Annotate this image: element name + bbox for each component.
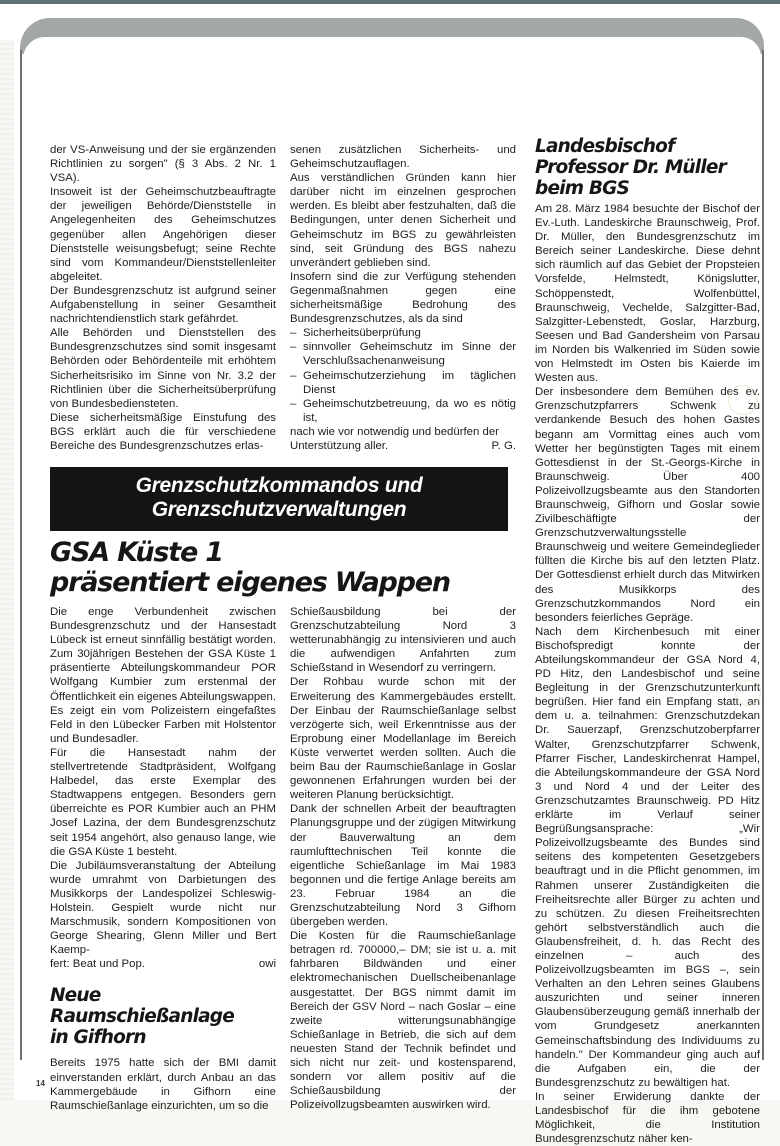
page-frame-banner-inner [23, 37, 761, 77]
page-frame-left-rule [20, 50, 22, 1060]
paragraph: In seiner Erwiderung dankte der Landesbischof für die ihm gebotene Möglichkeit, die Institution Bundesgrenzschutz näher ken- [535, 1090, 760, 1146]
paragraph: der VS-Anweisung und der sie ergänzenden Richtlinien zu sorgen" (§ 3 Abs. 2 Nr. 1 VSA). [50, 144, 276, 185]
paragraph: Aus verständlichen Gründen kann hier darüber nicht im einzelnen gesprochen werden. Es bleibt aber festzuhalten, daß die Bedingungen, unter denen Sicherheit und Geheimschutz im BGS zu gewährleisten sind, seit Gründung des BGS nahezu unverändert geblieben sind. [290, 172, 516, 269]
paragraph: Der insbesondere dem Bemühen des ev. Grenzschutzpfarrers Schwenk zu verdankende Besuch des hohen Gastes begann am Vormittag eines auch vom Wetter her begünstigten Tages mit einem Gottesdienst in der St.-Georgs-Kirche in Braunschweig. Über 400 Polizeivollzugsbeamte aus den Standorten Braunschweig, Gifhorn und Goslar sowie Zivilbeschäftigte der Grenzschutzverwaltungsstelle Braunschweig und weitere Gemeindeglieder füllten die Kirche bis auf den letzten Platz. Der Gottesdienst erhielt durch das Mitwirken des Musikkorps des Grenzschutzkommandos Nord ein besonders feierliches Gepräge. [535, 386, 760, 624]
headline-line-3: beim BGS [535, 178, 630, 199]
countermeasures-list [290, 326, 516, 425]
headline-line-2: Professor Dr. Müller [535, 157, 726, 178]
article-gsa-body [50, 605, 276, 1113]
closing-text: Unterstützung aller. [290, 439, 389, 452]
list-item: – Sicherheitsüberprüfung [290, 326, 516, 340]
paragraph: nach wie vor notwendig und bedürfen der [290, 425, 499, 438]
article-continuation-col-b [290, 143, 516, 453]
paragraph: Am 28. März 1984 besuchte der Bischof der Ev.-Luth. Landeskirche Braunschweig, Prof. Dr. Müller, den Bundesgrenzschutz im Bereich seiner Landeskirche. Diese dehnt sich räumlich auf das Gebiet der Propsteien Vorsfelde, Helmstedt, Königslutter, Schöppenstedt, Wolfenbüttel, Braunschweig, Vechelde, Salzgitter-Bad, Salzgitter-Lebenstedt, Goslar, Harzburg, Seesen und Bad Gandersheim von Parsau im Norden bis Walkenried im Süden sowie von Helmstedt im Osten bis Kaierde im Westen aus. [535, 203, 760, 385]
section-header-bar [50, 467, 508, 531]
paragraph: Bereits 1975 hatte sich der BMI damit einverstanden erklärt, durch Anbau an das Kammergebäude in Gifhorn eine Raumschießanlage einzurichten, um so die [50, 1057, 276, 1112]
paragraph: Insoweit ist der Geheimschutzbeauftragte der jeweiligen Behörde/Dienststelle in Angelegenheiten des Geheimschutzes gegenüber allen Angehörigen dieser Dienststelle weisungsbefugt; seine Rechte sind vom Kommandeur/Dienststellenleiter abgeleitet. [50, 186, 276, 283]
paragraph: Diese sicherheitsmäßige Einstufung des BGS erklärt auch die für verschiedene Bereiche des Bundesgrenzschutzes erlas- [50, 411, 276, 452]
author-initials: P. G. [491, 439, 516, 452]
paragraph: senen zusätzlichen Sicherheits- und Geheimschutzauflagen. [290, 144, 516, 171]
paragraph: Die enge Verbundenheit zwischen Bundesgrenzschutz und der Hansestadt Lübeck ist erneut sinnfällig bestätigt worden. Zum 30jährigen Bestehen der GSA Küste 1 präsentierte Abteilungskommandeur POR Wolfgang Kumbier zum erstenmal der Öffentlichkeit ein eigenes Abteilungswappen. Es zeigt ein vom Polizeistern eingefaßtes Feld in den Lübecker Farben mit Holstentor und Bundesadler. [50, 606, 276, 745]
signature-line [50, 957, 276, 971]
page-frame-right-rule [762, 50, 764, 1060]
article-headline-gsa [50, 538, 520, 598]
headline-line-3: in Gifhorn [50, 1027, 146, 1049]
paper-stain [728, 385, 758, 415]
page-number: 14 [36, 1079, 45, 1088]
paragraph: Der Bundesgrenzschutz ist aufgrund seiner Aufgabenstellung in seiner Gesamtheit nachrichtendienstlich stark gefährdet. [50, 284, 276, 326]
signature-line [290, 439, 516, 453]
headline-line-2: Raumschießanlage [50, 1006, 234, 1028]
article-headline-bischof [535, 136, 765, 199]
article-bischof-body [535, 202, 760, 1146]
headline-line-1: GSA Küste 1 [50, 537, 223, 568]
paper-stain [735, 680, 761, 706]
paragraph: Alle Behörden und Dienststellen des Bundesgrenzschutzes sind somit insgesamt Behörden oder Behördenteile mit erhöhtem Sicherheitsrisiko im Sinne von Nr. 3.2 der Richtlinien über die Sicherheitsüberprüfung von Bundesbediensteten. [50, 327, 276, 410]
scan-top-edge [0, 0, 780, 4]
paragraph: Insofern sind die zur Verfügung stehenden Gegenmaßnahmen gegen eine sicherheitsmäßige Bedrohung des Bundesgrenzschutzes, als da sind [290, 270, 516, 326]
paragraph: Dank der schnellen Arbeit der beauftragten Planungsgruppe und der zügigen Mitwirkung der Bauverwaltung an dem raumlufttechnischen Teil konnte die eigentliche Schießanlage im Mai 1983 begonnen und die fertige Anlage bereits am 23. Februar 1984 an die Grenzschutzabteilung Nord 3 Gifhorn übergeben werden. [290, 803, 516, 929]
article-continuation-col-a [50, 143, 276, 453]
paragraph: Die Jubiläumsveranstaltung der Abteilung wurde umrahmt von Darbietungen des Musikkorps der Landespolizei Schleswig-Holstein. Gespielt wurde nicht nur Marschmusik, sondern Kompositionen von George Shearing, Glenn Miller und Bert Kaemp- [50, 859, 276, 957]
section-title-line-2: Grenzschutzverwaltungen [151, 498, 407, 521]
section-title-line-1: Grenzschutzkommandos und [135, 474, 423, 497]
paragraph: Für die Hansestadt nahm der stellvertretende Stadtpräsident, Wolfgang Halbedel, das erste Exemplar des Stadtwappens entgegen. Besonders gern überreichte es POR Kumbier auch an PHM Josef Lazina, der dem Bundesgrenzschutz seit 1954 angehört, also genauso lange, wie die GSA Küste 1 besteht. [50, 746, 276, 858]
list-item: – sinnvoller Geheimschutz im Sinne der Verschlußsachenanweisung [290, 340, 516, 368]
list-item: – Geheimschutzerziehung im täglichen Dienst [290, 369, 516, 397]
paragraph: Der Rohbau wurde schon mit der Erweiterung des Kammergebäudes erstellt. Der Einbau der Raumschießanlage selbst verzögerte sich, weil Erkenntnisse aus der Erprobung einer Modellanlage im Bereich Küste verwertet werden sollten. Auch die beim Bau der Raumschießanlage in Goslar gewonnenen Erfahrungen wurden bei der weiteren Planung berücksichtigt. [290, 676, 516, 802]
paragraph: Schießausbildung bei der Grenzschutzabteilung Nord 3 wetterunabhängig zu intensivieren und auch die aufwendigen Anfahrten zum Schießstand in Wesendorf zu verringern. [290, 606, 516, 675]
author-initials: owi [258, 958, 276, 971]
paragraph: Die Kosten für die Raumschießanlage betragen rd. 700000,– DM; sie ist u. a. mit fahrbaren Bildwänden und einer elektromechanischen Duellscheibenanlage ausgestattet. Der BGS nimmt damit im Bereich der GSV Nord – nach Goslar – eine zweite witterungsunabhängige Schießanlage in Betrieb, die sich auf dem neuesten Stand der Technik befindet und sich nicht nur zeit- und kostensparend, sondern vor allem positiv auf die Schießausbildung der Polizeivollzugsbeamten auswirken wird. [290, 930, 516, 1112]
headline-line-2: präsentiert eigenes Wappen [50, 567, 450, 598]
headline-line-1: Neue [50, 985, 101, 1007]
article-gifhorn-body [290, 605, 516, 1112]
closing-text: fert: Beat und Pop. [50, 958, 145, 971]
scan-left-margin [0, 40, 14, 1100]
article-headline-gifhorn [50, 985, 276, 1048]
list-item: – Geheimschutzbetreuung, da wo es nötig ist, [290, 397, 516, 425]
headline-line-1: Landesbischof [535, 136, 675, 157]
paragraph: Nach dem Kirchenbesuch mit einer Bischofspredigt konnte der Abteilungskommandeur der GSA Nord 4, PD Hitz, den Landesbischof und seine Begleitung in der Grenzschutzunterkunft begrüßen. Hier fand ein Empfang statt, an dem u. a. teilnahmen: Grenzschutzdekan Dr. Sauerzapf, Grenzschutzoberpfarrer Walter, Grenzschutzpfarrer Schwenk, Pfarrer Fischer, Landeskirchenrat Hampel, die Abteilungskommandeure der GSA Nord 3 und Nord 4 und der Leiter des Grenzschutzamtes Braunschweig. PD Hitz erklärte im Verlauf seiner Begrüßungsansprache: „Wir Polizeivollzugsbeamte des Bundes sind seitens des kompetenten Gesetzgebers beauftragt und in die Pflicht genommen, im Rahmen unserer Zuständigkeiten die Freiheitsrechte aller Bürger zu achten und zu schützen. Zu diesen Freiheitsrechten gehört selbstverständlich auch die Glaubensfreiheit, d. h. das Recht des einzelnen – auch des Polizeivollzugsbeamten im BGS –, sein Verhalten an den Lehren seines Glaubens auszurichten und seiner inneren Glaubensüberzeugung gemäß innerhalb der vom Grundgesetz anerkannten Gemeinschaftsbindung des Individuums zu handeln." Der Kommandeur ging auch auf die Aufgaben ein, die der Bundesgrenzschutz zu bewältigen hat. [535, 625, 760, 1089]
